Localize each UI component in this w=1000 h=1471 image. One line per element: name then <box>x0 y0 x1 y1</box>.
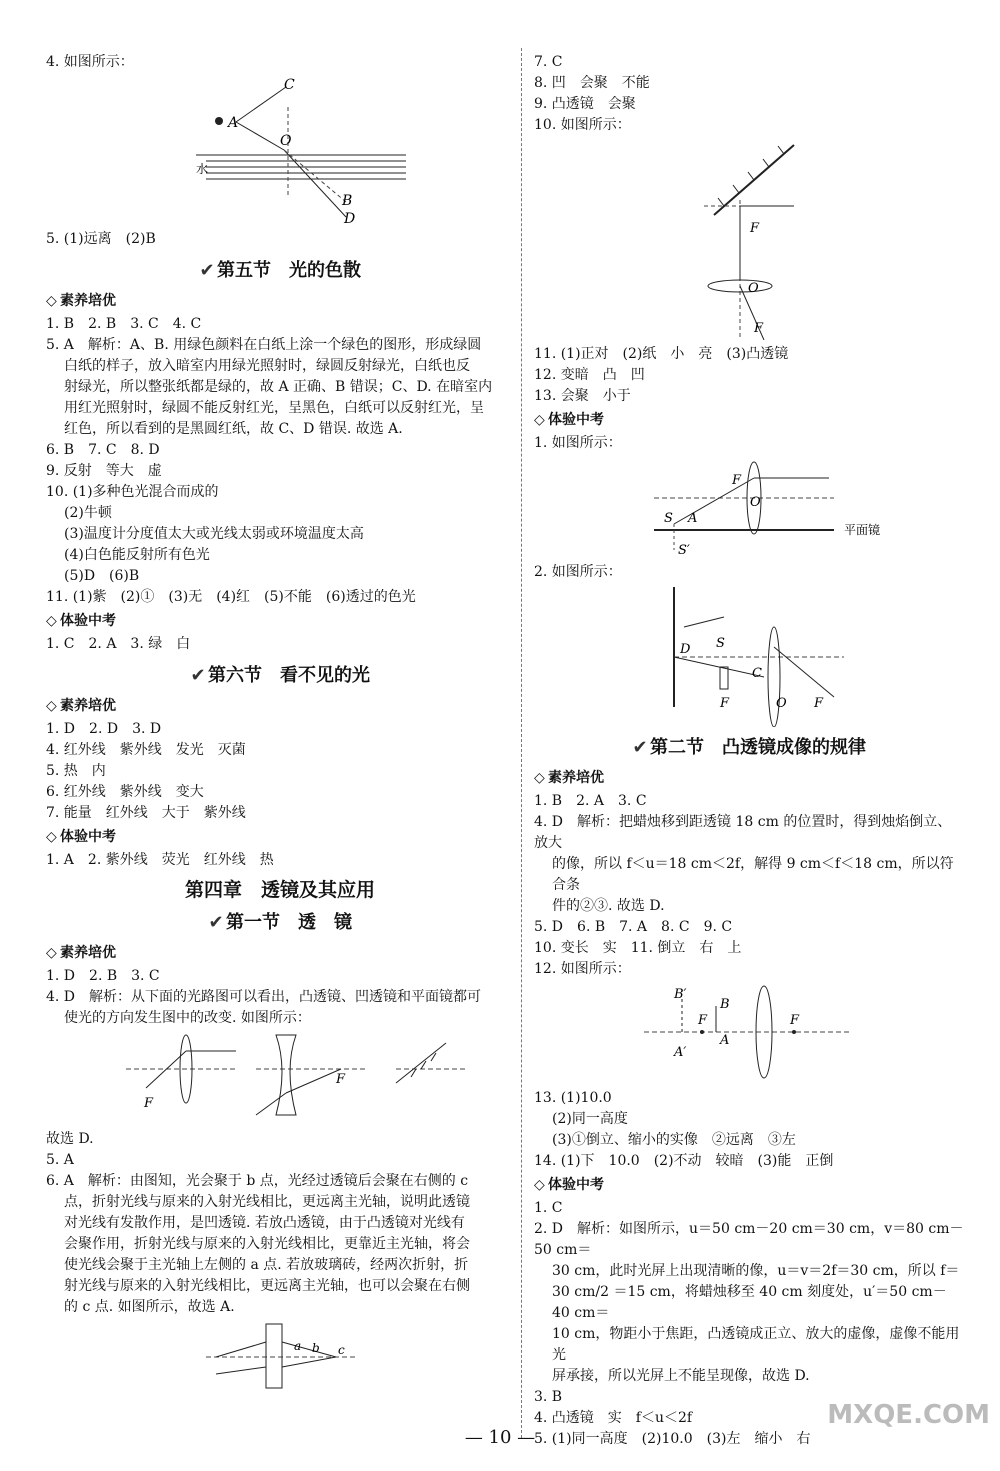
figure-mirror-lens <box>704 140 964 340</box>
diamond-icon: ◇ <box>46 829 57 845</box>
answer-line: 红色，所以看到的是黑圆红纸，故 C、D 错误. 故选 A. <box>64 421 403 437</box>
svg-text:A: A <box>720 1033 730 1048</box>
leaf-icon: ✔ <box>208 912 224 933</box>
svg-text:F: F <box>790 1013 800 1028</box>
svg-text:F: F <box>750 221 760 236</box>
answer-line: 1. D 2. D 3. D <box>46 721 162 737</box>
section-title: ✔ 第一节 透 镜 <box>208 912 352 933</box>
answer-line: 4. D 解析：把蜡烛移到距透镜 18 cm 的位置时，得到烛焰倒立、放大 <box>534 814 952 851</box>
answer-line: 7. C <box>534 54 563 70</box>
answer-line: 5. (1)远离 (2)B <box>46 231 156 247</box>
svg-text:F: F <box>144 1096 154 1111</box>
answer-line: (2)同一高度 <box>552 1111 628 1127</box>
svg-text:A: A <box>688 511 698 526</box>
answer-line: 的 c 点. 如图所示，故选 A. <box>64 1299 235 1315</box>
answer-line: 13. (1)10.0 <box>534 1090 612 1106</box>
left-column <box>46 52 514 1396</box>
answer-line: 使光的方向发生图中的改变. 如图所示： <box>64 1010 311 1026</box>
svg-text:A′: A′ <box>674 1045 687 1060</box>
right-column <box>534 52 964 1450</box>
section-title: ✔ 第二节 凸透镜成像的规律 <box>632 737 866 758</box>
answer-line: 对光线有发散作用，是凹透镜. 若放凸透镜，由于凸透镜对光线有 <box>64 1215 465 1231</box>
category-heading: ◇ 素养培优 <box>46 942 514 964</box>
svg-text:F: F <box>732 473 742 488</box>
svg-text:D: D <box>680 642 691 657</box>
answer-line: 点，折射光线与原来的入射光线相比，更远离主光轴，说明此透镜 <box>64 1194 470 1210</box>
answer-line: 1. B 2. B 3. C 4. C <box>46 316 202 332</box>
answer-line: 4. 凸透镜 实 f＜u＜2f <box>534 1410 693 1426</box>
answer-line: 30 cm，此时光屏上出现清晰的像，u＝v＝2f＝30 cm，所以 f＝ <box>552 1263 960 1279</box>
answer-line: 屏承接，所以光屏上不能呈现像，故选 D. <box>552 1368 810 1384</box>
answer-line: 4. D 解析：从下面的光路图可以看出，凸透镜、凹透镜和平面镜都可 <box>46 989 482 1005</box>
leaf-icon: ✔ <box>190 665 206 686</box>
svg-text:O: O <box>776 696 787 711</box>
answer-line: 会聚作用，折射光线与原来的入射光线相比，更靠近主光轴，将会 <box>64 1236 470 1252</box>
diamond-icon: ◇ <box>46 698 57 714</box>
page-number: — 10 — <box>464 1427 536 1448</box>
answer-line: 1. D 2. B 3. C <box>46 968 160 984</box>
answer-line: 4. 红外线 紫外线 发光 灭菌 <box>46 742 246 758</box>
svg-text:F: F <box>814 696 824 711</box>
category-heading: ◇ 体验中考 <box>46 826 514 848</box>
answer-line: 使光线会聚于主光轴上左侧的 a 点. 若放玻璃砖，经两次折射，折 <box>64 1257 469 1273</box>
answer-line: 6. 红外线 紫外线 变大 <box>46 784 204 800</box>
svg-text:B′: B′ <box>674 987 687 1002</box>
svg-text:F: F <box>336 1072 346 1087</box>
svg-text:O: O <box>750 495 761 510</box>
answer-line: (2)牛顿 <box>64 505 112 521</box>
answer-line: 12. 如图所示： <box>534 961 631 977</box>
svg-text:O: O <box>280 133 292 149</box>
svg-text:O: O <box>748 281 759 296</box>
answer-line: 1. C 2. A 3. 绿 白 <box>46 636 191 652</box>
answer-line: 用红光照射时，绿圆不能反射红光，呈黑色，白纸可以反射红光，呈 <box>64 400 484 416</box>
diamond-icon: ◇ <box>46 613 57 629</box>
answer-line: 4. 如图所示： <box>46 54 134 70</box>
category-heading: ◇ 素养培优 <box>46 290 514 312</box>
column-divider <box>521 48 522 1438</box>
figure-glass-block <box>206 1322 514 1392</box>
answer-line: 1. A 2. 紫外线 荧光 红外线 热 <box>46 852 274 868</box>
answer-line: 13. 会聚 小于 <box>534 388 631 404</box>
answer-line: 11. (1)正对 (2)纸 小 亮 (3)凸透镜 <box>534 346 789 362</box>
answer-line: (3)温度计分度值太大或光线太弱或环境温度太高 <box>64 526 364 542</box>
answer-line: 2. D 解析：如图所示，u＝50 cm－20 cm＝30 cm，v＝80 cm－50 cm＝ <box>534 1221 964 1258</box>
svg-text:D: D <box>344 211 356 225</box>
svg-text:a: a <box>294 1339 302 1353</box>
category-heading: ◇ 素养培优 <box>46 695 514 717</box>
figure-refraction <box>196 77 514 225</box>
figure-candle-lens <box>664 587 964 727</box>
svg-text:c: c <box>338 1343 345 1357</box>
answer-line: 1. C <box>534 1200 563 1216</box>
answer-line: 2. 如图所示： <box>534 564 622 580</box>
answer-line: 30 cm/2 ＝15 cm，将蜡烛移至 40 cm 刻度处，u′＝50 cm－40 cm＝ <box>552 1284 947 1321</box>
figure-image-formation <box>644 984 964 1084</box>
svg-text:F: F <box>754 321 764 336</box>
answer-line: 3. B <box>534 1389 563 1405</box>
answer-line: 故选 D. <box>46 1131 94 1147</box>
category-heading: ◇ 体验中考 <box>534 409 964 431</box>
answer-line: 14. (1)下 10.0 (2)不动 较暗 (3)能 正倒 <box>534 1153 834 1169</box>
category-heading: ◇ 体验中考 <box>46 610 514 632</box>
figure-lenses <box>126 1033 514 1125</box>
diamond-icon: ◇ <box>46 945 57 961</box>
svg-text:B: B <box>720 997 730 1012</box>
svg-text:A: A <box>228 115 239 131</box>
answer-line: 5. 热 内 <box>46 763 106 779</box>
answer-line: 6. B 7. C 8. D <box>46 442 160 458</box>
diamond-icon: ◇ <box>534 770 545 786</box>
svg-text:C: C <box>752 666 762 681</box>
answer-line: 7. 能量 红外线 大于 紫外线 <box>46 805 246 821</box>
diamond-icon: ◇ <box>46 293 57 309</box>
category-heading: ◇ 素养培优 <box>534 767 964 789</box>
answer-line: 件的②③. 故选 D. <box>552 898 665 914</box>
svg-text:F: F <box>698 1013 708 1028</box>
answer-line: 5. A 解析：A、B. 用绿色颜料在白纸上涂一个绿色的图形，形成绿圆 <box>46 337 482 353</box>
section-title: ✔ 第五节 光的色散 <box>199 260 361 281</box>
answer-line: (5)D (6)B <box>64 568 140 584</box>
answer-line: 5. A <box>46 1152 74 1168</box>
answer-line: 6. A 解析：由图知，光会聚于 b 点，光经过透镜后会聚在右侧的 c <box>46 1173 469 1189</box>
answer-line: 1. 如图所示： <box>534 435 622 451</box>
answer-line: 8. 凹 会聚 不能 <box>534 75 650 91</box>
answer-line: 9. 凸透镜 会聚 <box>534 96 636 112</box>
answer-line: (3)①倒立、缩小的实像 ②远离 ③左 <box>552 1132 796 1148</box>
svg-text:F: F <box>720 696 730 711</box>
label-c: C <box>284 77 295 93</box>
answer-line: 10 cm，物距小于焦距，凸透镜成正立、放大的虚像，虚像不能用光 <box>552 1326 960 1363</box>
answer-line: 5. D 6. B 7. A 8. C 9. C <box>534 919 733 935</box>
answer-line: 12. 变暗 凸 凹 <box>534 367 645 383</box>
diamond-icon: ◇ <box>534 1177 545 1193</box>
chapter-title: 第四章 透镜及其应用 <box>184 879 375 901</box>
answer-line: 射光线与原来的入射光线相比，更远离主光轴，也可以会聚在右侧 <box>64 1278 470 1294</box>
answer-line: 的像，所以 f＜u＝18 cm＜2f，解得 9 cm＜f＜18 cm，所以符合条 <box>552 856 954 893</box>
answer-line: 射绿光，所以整张纸都是绿的，故 A 正确、B 错误；C、D. 在暗室内 <box>64 379 493 395</box>
svg-text:S′: S′ <box>678 543 690 558</box>
answer-line: 10. 如图所示： <box>534 117 631 133</box>
svg-text:水: 水 <box>196 162 209 176</box>
watermark: MXQE.COM <box>827 1400 990 1430</box>
answer-line: (4)白色能反射所有色光 <box>64 547 210 563</box>
answer-line: 5. (1)同一高度 (2)10.0 (3)左 缩小 右 <box>534 1431 811 1447</box>
answer-line: 11. (1)紫 (2)① (3)无 (4)红 (5)不能 (6)透过的色光 <box>46 589 416 605</box>
svg-text:S: S <box>716 636 725 651</box>
category-heading: ◇ 体验中考 <box>534 1174 964 1196</box>
svg-text:S: S <box>664 511 673 526</box>
answer-line: 9. 反射 等大 虚 <box>46 463 162 479</box>
figure-plane-mirror <box>654 458 964 558</box>
svg-text:b: b <box>312 1341 320 1355</box>
svg-text:B: B <box>342 193 353 209</box>
answer-line: 10. 变长 实 11. 倒立 右 上 <box>534 940 742 956</box>
answer-line: 1. B 2. A 3. C <box>534 793 647 809</box>
section-title: ✔ 第六节 看不见的光 <box>190 665 370 686</box>
leaf-icon: ✔ <box>632 737 648 758</box>
diamond-icon: ◇ <box>534 412 545 428</box>
leaf-icon: ✔ <box>199 260 215 281</box>
answer-line: 10. (1)多种色光混合而成的 <box>46 484 219 500</box>
svg-text:平面镜: 平面镜 <box>844 523 881 537</box>
answer-line: 白纸的样子，放入暗室内用绿光照射时，绿圆反射绿光，白纸也反 <box>64 358 470 374</box>
